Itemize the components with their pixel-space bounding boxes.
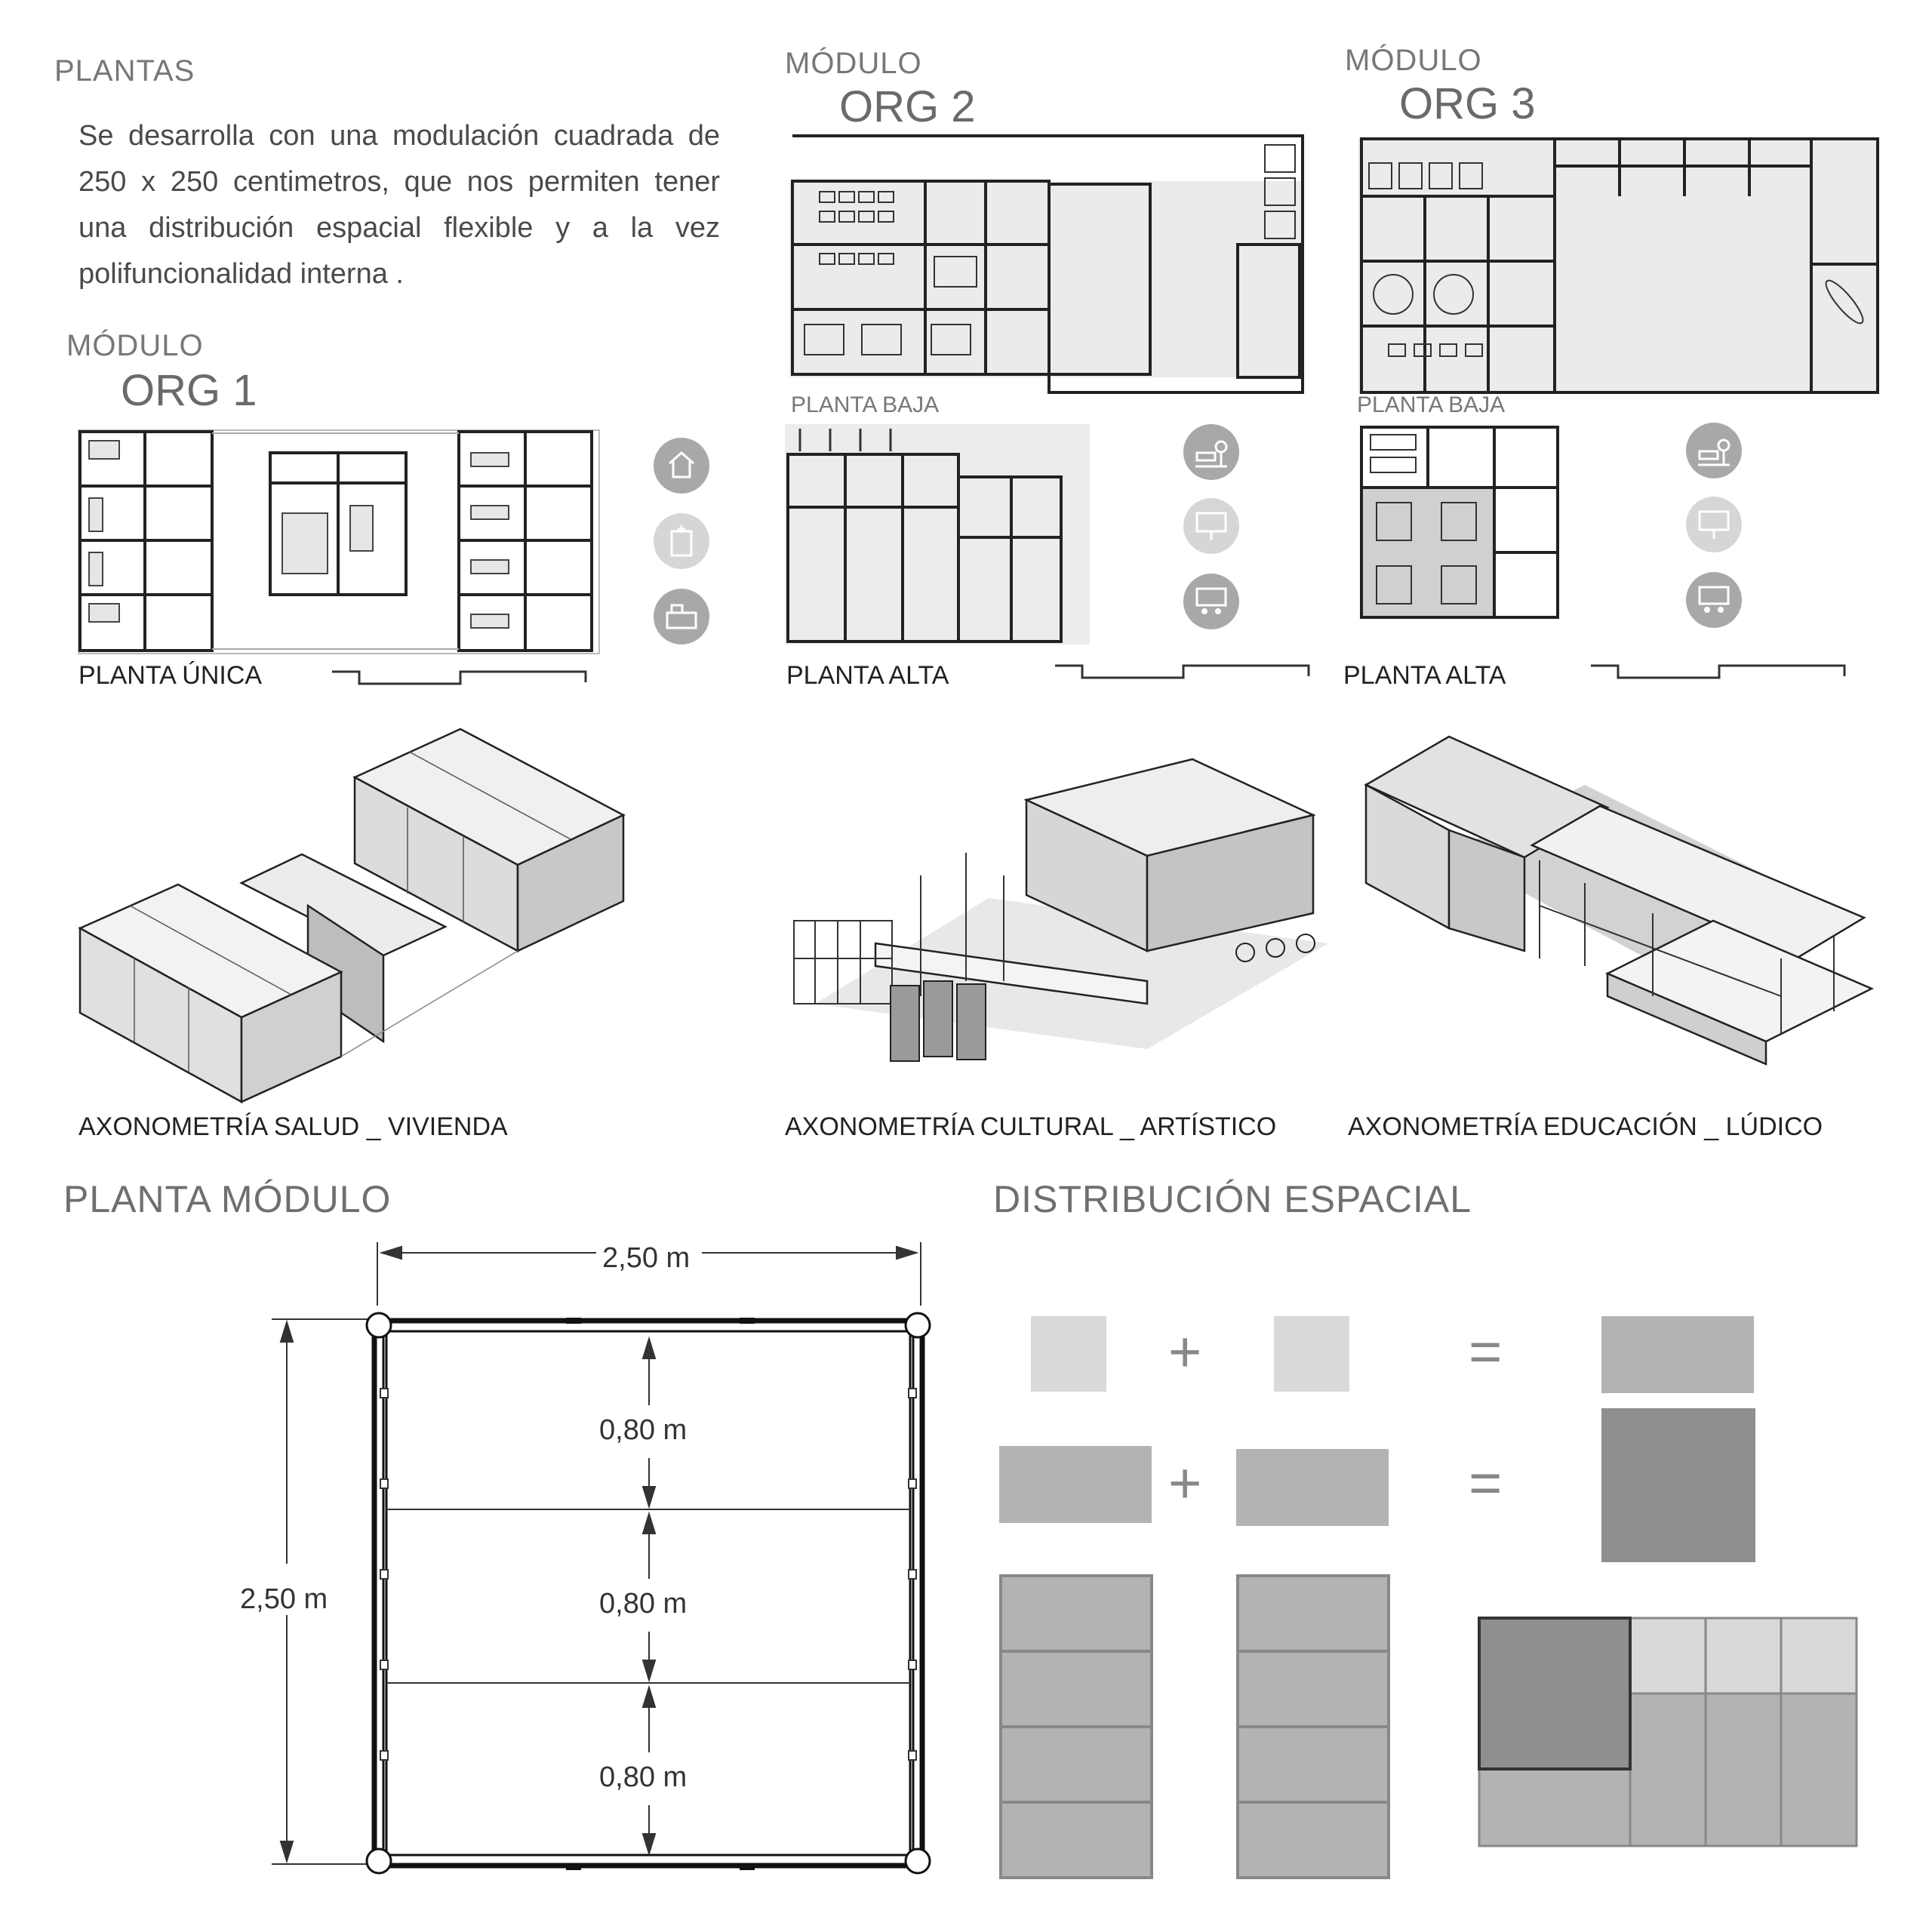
single-module-b <box>1274 1316 1349 1392</box>
module-width-label: 2,50 m <box>602 1242 691 1274</box>
planta-modulo-title: PLANTA MÓDULO <box>63 1178 392 1220</box>
combined-distribution <box>1478 1617 1858 1849</box>
org1-section-line <box>332 669 589 687</box>
park-bench-icon <box>1183 424 1239 480</box>
distribucion-title: DISTRIBUCIÓN ESPACIAL <box>993 1178 1472 1220</box>
org3-upper-floor-plan <box>1358 424 1564 622</box>
org1-plan-label: PLANTA ÚNICA <box>78 661 263 690</box>
intro-paragraph: Se desarrolla con una modulación cuadrada de 250 x 250 centimetros, que nos permiten tener una distribución espacial flexible y a la vez polifuncionalidad interna . <box>78 120 720 290</box>
org2-section-line <box>1055 663 1312 681</box>
org1-floor-plan <box>78 430 599 654</box>
org3-title: ORG 3 <box>1399 79 1536 128</box>
org1-kicker: MÓDULO <box>66 329 204 362</box>
org2-upper-plan-label: PLANTA ALTA <box>786 661 949 690</box>
desk-icon <box>654 589 709 645</box>
axonometry-salud-vivienda <box>75 724 634 1102</box>
quad-module-result <box>1601 1408 1755 1562</box>
org3-ground-plan-label: PLANTA BAJA <box>1357 392 1506 417</box>
axonometry-cultural-artistico <box>785 755 1328 1072</box>
band-1-label: 0,80 m <box>599 1414 688 1446</box>
plantas-heading: PLANTAS <box>54 54 195 88</box>
classroom-icon <box>1183 574 1239 629</box>
band-3-label: 0,80 m <box>599 1761 688 1793</box>
org3-section-line <box>1591 663 1847 681</box>
equals-sign-1: = <box>1469 1320 1503 1384</box>
house-icon <box>654 438 709 494</box>
org3-kicker: MÓDULO <box>1345 44 1482 77</box>
axo-label-org3: AXONOMETRÍA EDUCACIÓN _ LÚDICO <box>1348 1112 1823 1141</box>
org2-kicker: MÓDULO <box>785 47 922 80</box>
double-module-result <box>1601 1316 1754 1393</box>
org2-ground-plan-label: PLANTA BAJA <box>791 392 940 417</box>
org2-title: ORG 2 <box>839 82 976 131</box>
module-height-label: 2,50 m <box>240 1583 328 1615</box>
plus-sign-1: + <box>1168 1320 1202 1384</box>
org1-title: ORG 1 <box>121 366 257 415</box>
org3-park-bench-icon <box>1686 423 1742 478</box>
org3-presentation-icon <box>1686 497 1742 552</box>
plus-sign-2: + <box>1168 1451 1202 1515</box>
hospital-icon <box>654 513 709 569</box>
double-module-b <box>1236 1449 1389 1526</box>
org3-classroom-icon <box>1686 572 1742 628</box>
band-2-label: 0,80 m <box>599 1588 688 1620</box>
axo-label-org1: AXONOMETRÍA SALUD _ VIVIENDA <box>78 1112 508 1141</box>
presentation-icon <box>1183 498 1239 554</box>
axonometry-educacion-ludico <box>1358 709 1872 1072</box>
single-module-a <box>1031 1316 1106 1392</box>
module-plan-drawing <box>226 1238 951 1902</box>
stacked-modules-right <box>1236 1574 1392 1884</box>
double-module-a <box>999 1446 1152 1523</box>
org3-ground-floor-plan <box>1358 136 1884 397</box>
org3-upper-plan-label: PLANTA ALTA <box>1343 661 1506 690</box>
org2-ground-floor-plan <box>789 136 1307 397</box>
stacked-modules-left <box>999 1574 1155 1884</box>
equals-sign-2: = <box>1469 1451 1503 1515</box>
org2-upper-floor-plan <box>785 424 1094 646</box>
axo-label-org2: AXONOMETRÍA CULTURAL _ ARTÍSTICO <box>785 1112 1277 1141</box>
